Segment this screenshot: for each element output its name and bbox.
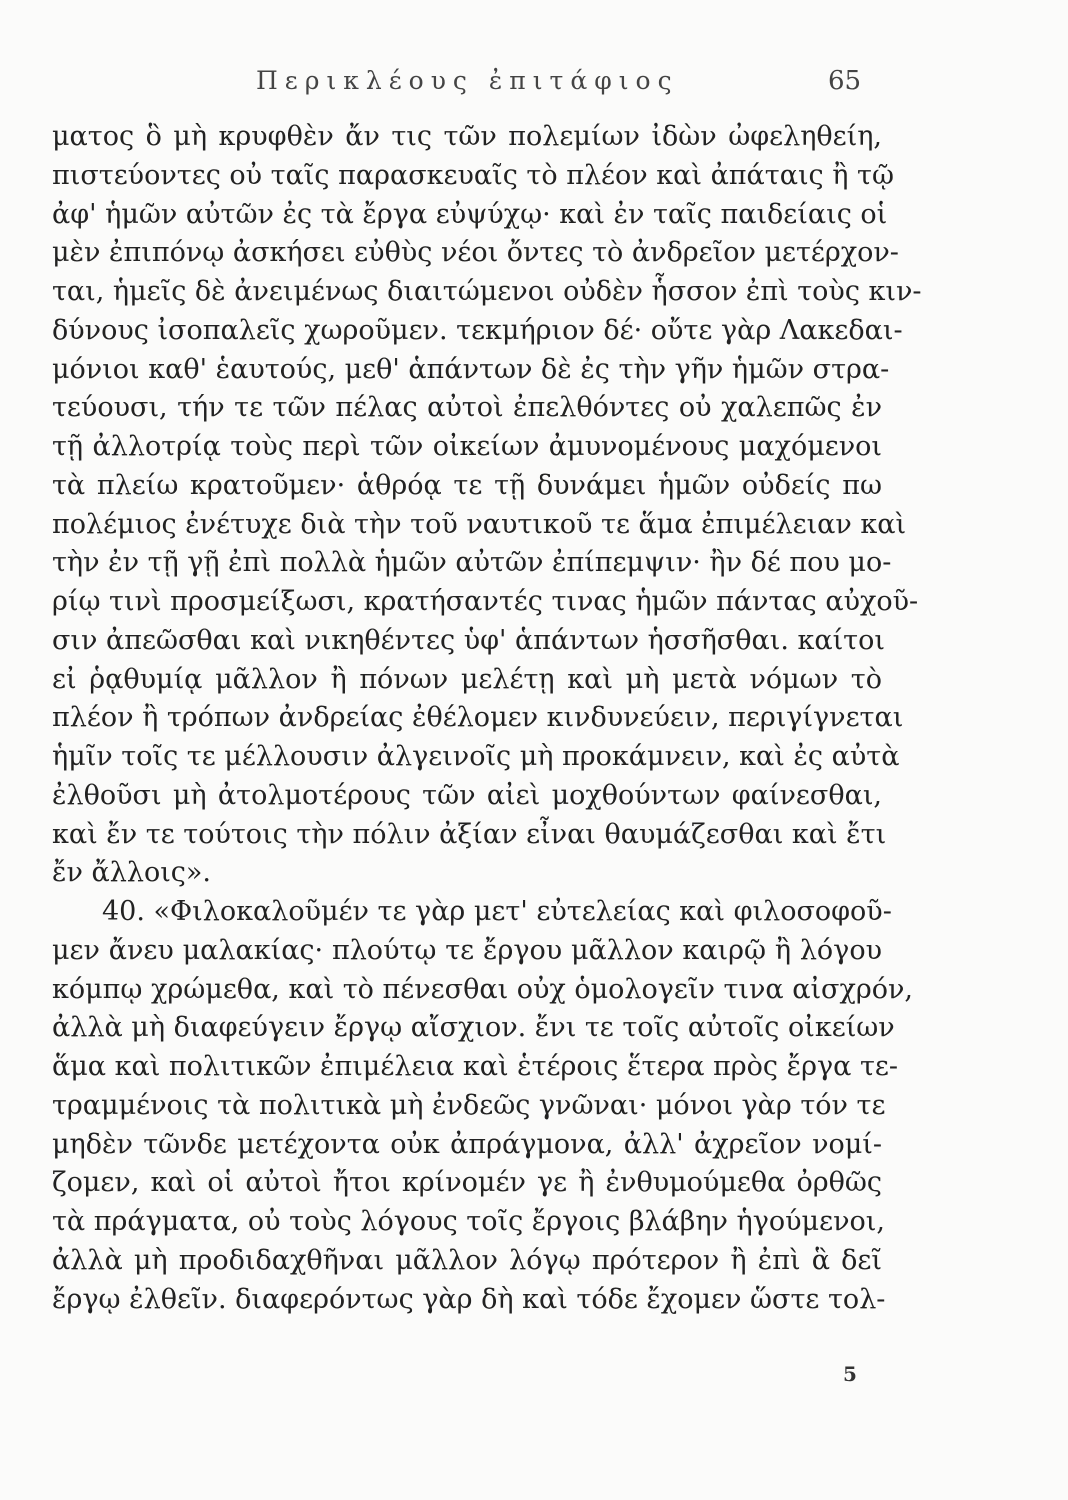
text-line: τὰ πλείω κρατοῦμεν· ἁθρόᾳ τε τῇ δυνάμει ἡμῶν οὐδείς πω: [52, 469, 882, 501]
chapter-40-opening-line: 40. «Φιλοκαλοῦμέν τε γὰρ μετ' εὐτελείας καὶ φιλοσοφοῦ-: [102, 896, 892, 927]
text-line: δύνους ἰσοπαλεῖς χωροῦμεν. τεκμήριον δέ· οὔτε γὰρ Λακεδαι-: [52, 314, 903, 346]
text-line: κόμπῳ χρώμεθα, καὶ τὸ πένεσθαι οὐχ ὁμολογεῖν τινα αἰσχρόν,: [52, 973, 913, 1005]
text-line: ἀλλὰ μὴ προδιδαχθῆναι μᾶλλον λόγῳ πρότερον ἢ ἐπὶ ἃ δεῖ: [52, 1244, 882, 1276]
text-line: μεν ἄνευ μαλακίας· πλούτῳ τε ἔργου μᾶλλον καιρῷ ἢ λόγου: [52, 934, 882, 966]
text-line: μὲν ἐπιπόνῳ ἀσκήσει εὐθὺς νέοι ὄντες τὸ ἀνδρεῖον μετέρχον-: [52, 237, 899, 269]
text-line: ἀλλὰ μὴ διαφεύγειν ἔργῳ αἴσχιον. ἔνι τε τοῖς αὐτοῖς οἰκείων: [52, 1012, 895, 1044]
running-head: [0, 66, 1068, 106]
text-line: τὰ πράγματα, οὐ τοὺς λόγους τοῖς ἔργοις βλάβην ἡγούμενοι,: [52, 1206, 885, 1237]
page-number: 65: [828, 66, 862, 96]
printer-signature-mark: 5: [843, 1362, 857, 1386]
text-line: ματος ὃ μὴ κρυφθὲν ἄν τις τῶν πολεμίων ἰδὼν ὠφεληθείη,: [52, 121, 882, 152]
text-line: ἔν ἄλλοις».: [52, 857, 212, 889]
text-line: ἅμα καὶ πολιτικῶν ἐπιμέλεια καὶ ἑτέροις ἕτερα πρὸς ἔργα τε-: [52, 1051, 898, 1082]
text-line: μόνιοι καθ' ἑαυτούς, μεθ' ἁπάντων δὲ ἐς τὴν γῆν ἡμῶν στρα-: [52, 353, 890, 385]
text-line: τραμμένοις τὰ πολιτικὰ μὴ ἐνδεῶς γνῶναι· μόνοι γὰρ τόν τε: [52, 1089, 886, 1121]
text-line: εἰ ῥᾳθυμίᾳ μᾶλλον ἢ πόνων μελέτῃ καὶ μὴ μετὰ νόμων τὸ: [52, 663, 882, 695]
text-line: μηδὲν τῶνδε μετέχοντα οὐκ ἀπράγμονα, ἀλλ' ἀχρεῖον νομί-: [52, 1128, 882, 1160]
text-line: καὶ ἔν τε τούτοις τὴν πόλιν ἀξίαν εἶναι θαυμάζεσθαι καὶ ἔτι: [52, 818, 887, 850]
text-line: τεύουσι, τήν τε τῶν πέλας αὐτοὶ ἐπελθόντες οὐ χαλεπῶς ἐν: [52, 392, 882, 424]
text-line: ἔργῳ ἐλθεῖν. διαφερόντως γὰρ δὴ καὶ τόδε ἔχομεν ὥστε τολ-: [52, 1283, 886, 1315]
text-line: πλέον ἢ τρόπων ἀνδρείας ἐθέλομεν κινδυνεύειν, περιγίγνεται: [52, 702, 904, 734]
text-line: πιστεύοντες οὐ ταῖς παρασκευαῖς τὸ πλέον καὶ ἀπάταις ἢ τῷ: [52, 159, 894, 191]
text-line: τὴν ἐν τῇ γῇ ἐπὶ πολλὰ ἡμῶν αὐτῶν ἐπίπεμψιν· ἢν δέ που μο-: [52, 547, 892, 579]
text-line: σιν ἀπεῶσθαι καὶ νικηθέντες ὑφ' ἁπάντων ἡσσῆσθαι. καίτοι: [52, 624, 885, 656]
text-line: πολέμιος ἐνέτυχε διὰ τὴν τοῦ ναυτικοῦ τε ἅμα ἐπιμέλειαν καὶ: [52, 508, 907, 540]
text-line: ρίῳ τινὶ προσμείξωσι, κρατήσαντές τινας ἡμῶν πάντας αὐχοῦ-: [52, 586, 919, 617]
running-head-title: Περικλέους ἐπιτάφιος: [256, 66, 679, 95]
text-line: τῇ ἀλλοτρίᾳ τοὺς περὶ τῶν οἰκείων ἀμυνομένους μαχόμενοι: [52, 431, 882, 462]
text-line: ἐλθοῦσι μὴ ἀτολμοτέρους τῶν αἰεὶ μοχθούντων φαίνεσθαι,: [52, 779, 882, 811]
text-line: ζομεν, καὶ οἱ αὐτοὶ ἤτοι κρίνομέν γε ἢ ἐνθυμούμεθα ὀρθῶς: [52, 1167, 882, 1199]
text-line: ται, ἡμεῖς δὲ ἀνειμένως διαιτώμενοι οὐδὲν ἧσσον ἐπὶ τοὺς κιν-: [52, 276, 922, 307]
text-line: ἡμῖν τοῖς τε μέλλουσιν ἀλγεινοῖς μὴ προκάμνειν, καὶ ἐς αὐτὰ: [52, 741, 900, 772]
body-text: [52, 118, 922, 1319]
text-line: ἀφ' ἡμῶν αὐτῶν ἐς τὰ ἔργα εὐψύχῳ· καὶ ἐν ταῖς παιδείαις οἱ: [52, 198, 888, 230]
